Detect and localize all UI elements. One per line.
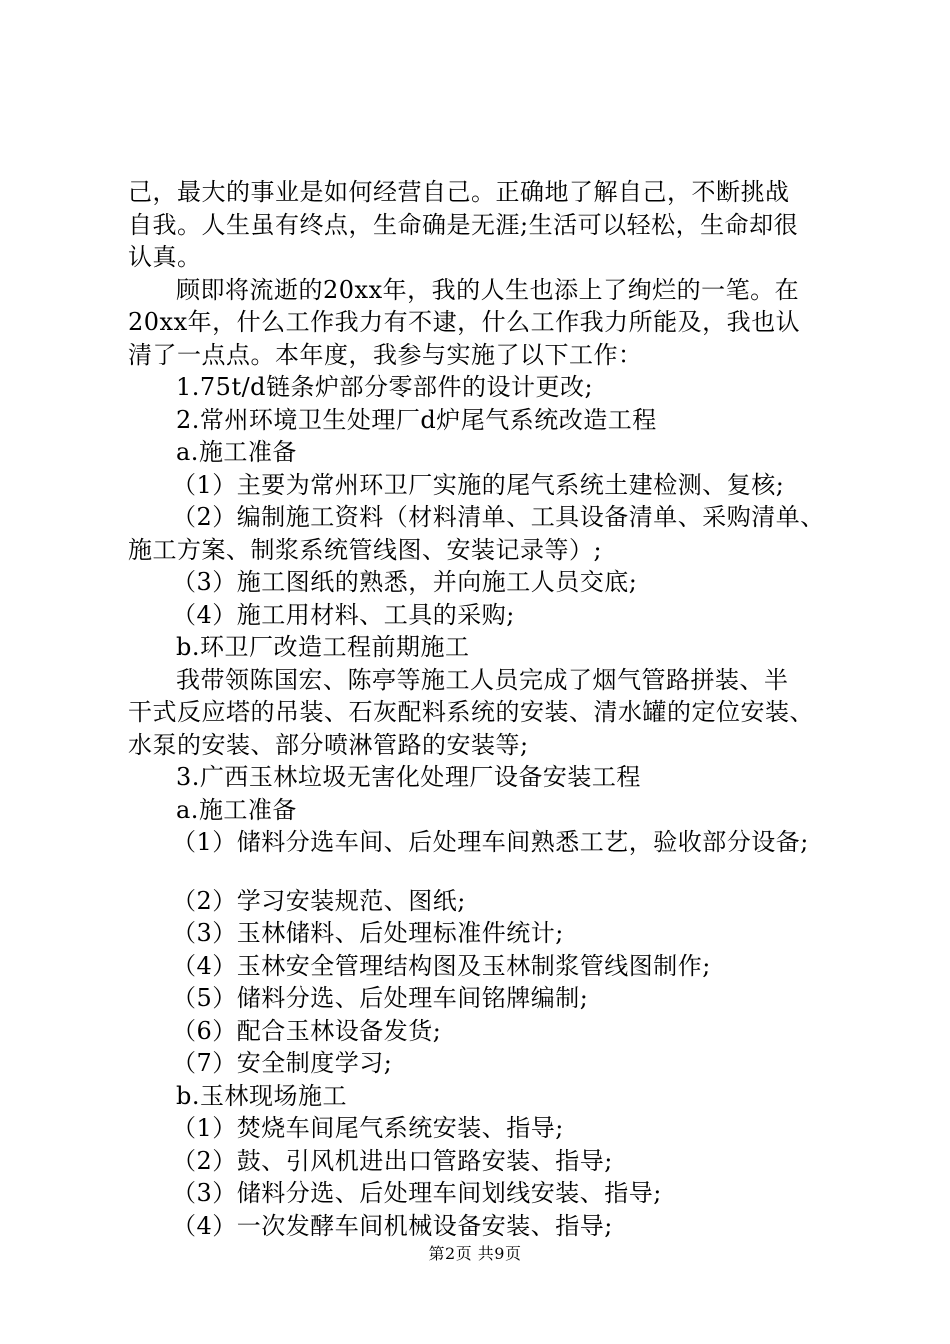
text-line: 水泵的安装、部分喷淋管路的安装等; (128, 730, 529, 759)
text-line: （1）储料分选车间、后处理车间熟悉工艺，验收部分设备; (172, 828, 809, 856)
text-line: a.施工准备 (176, 795, 297, 824)
text-line: （3）玉林储料、后处理标准件统计; (172, 919, 564, 947)
text-line: 干式反应塔的吊装、石灰配料系统的安装、清水罐的定位安装、 (128, 698, 814, 726)
text-line: （2）学习安装规范、图纸; (172, 886, 466, 915)
text-line: （1）主要为常州环卫厂实施的尾气系统土建检测、复核; (172, 470, 785, 499)
text-line: （7）安全制度学习; (172, 1049, 393, 1077)
text-line: （4）一次发酵车间机械设备安装、指导; (172, 1211, 613, 1240)
text-line: a.施工准备 (176, 438, 297, 466)
text-line: （1）焚烧车间尾气系统安装、指导; (172, 1114, 564, 1142)
text-line: 己，最大的事业是如何经营自己。正确地了解自己，不断挑战 (128, 178, 790, 206)
text-line: 我带领陈国宏、陈亭等施工人员完成了烟气管路拼装、半 (176, 665, 789, 694)
text-line: b.玉林现场施工 (176, 1081, 347, 1110)
text-line: （3）施工图纸的熟悉，并向施工人员交底; (172, 568, 638, 596)
text-line: （4）施工用材料、工具的采购; (172, 600, 515, 629)
text-line: 施工方案、制浆系统管线图、安装记录等）; (128, 535, 603, 564)
text-line: （2）编制施工资料（材料清单、工具设备清单、采购清单、 (172, 503, 825, 531)
text-line: 清了一点点。本年度，我参与实施了以下工作： (128, 340, 643, 369)
text-line: 2.常州环境卫生处理厂d炉尾气系统改造工程 (176, 405, 657, 434)
text-line: （4）玉林安全管理结构图及玉林制浆管线图制作; (172, 951, 711, 980)
text-line: b.环卫厂改造工程前期施工 (176, 633, 470, 661)
text-line: 顾即将流逝的20xx年，我的人生也添上了绚烂的一笔。在 (176, 275, 800, 304)
text-line: 自我。人生虽有终点，生命确是无涯;生活可以轻松，生命却很 (128, 210, 799, 239)
blank-line (128, 859, 848, 885)
text-line: （6）配合玉林设备发货; (172, 1016, 442, 1045)
text-line: 1.75t/d链条炉部分零部件的设计更改; (176, 373, 594, 401)
page-footer: 第2页 共9页 (428, 1244, 522, 1263)
text-line: （2）鼓、引风机进出口管路安装、指导; (172, 1146, 613, 1175)
text-line: 3.广西玉林垃圾无害化处理厂设备安装工程 (176, 763, 641, 791)
text-line: 认真。 (128, 243, 202, 271)
text-line: （5）储料分选、后处理车间铭牌编制; (172, 984, 589, 1012)
document-body (128, 176, 848, 1242)
text-line: 20xx年，什么工作我力有不逮，什么工作我力所能及，我也认 (128, 308, 801, 336)
text-line: （3）储料分选、后处理车间划线安装、指导; (172, 1179, 662, 1207)
